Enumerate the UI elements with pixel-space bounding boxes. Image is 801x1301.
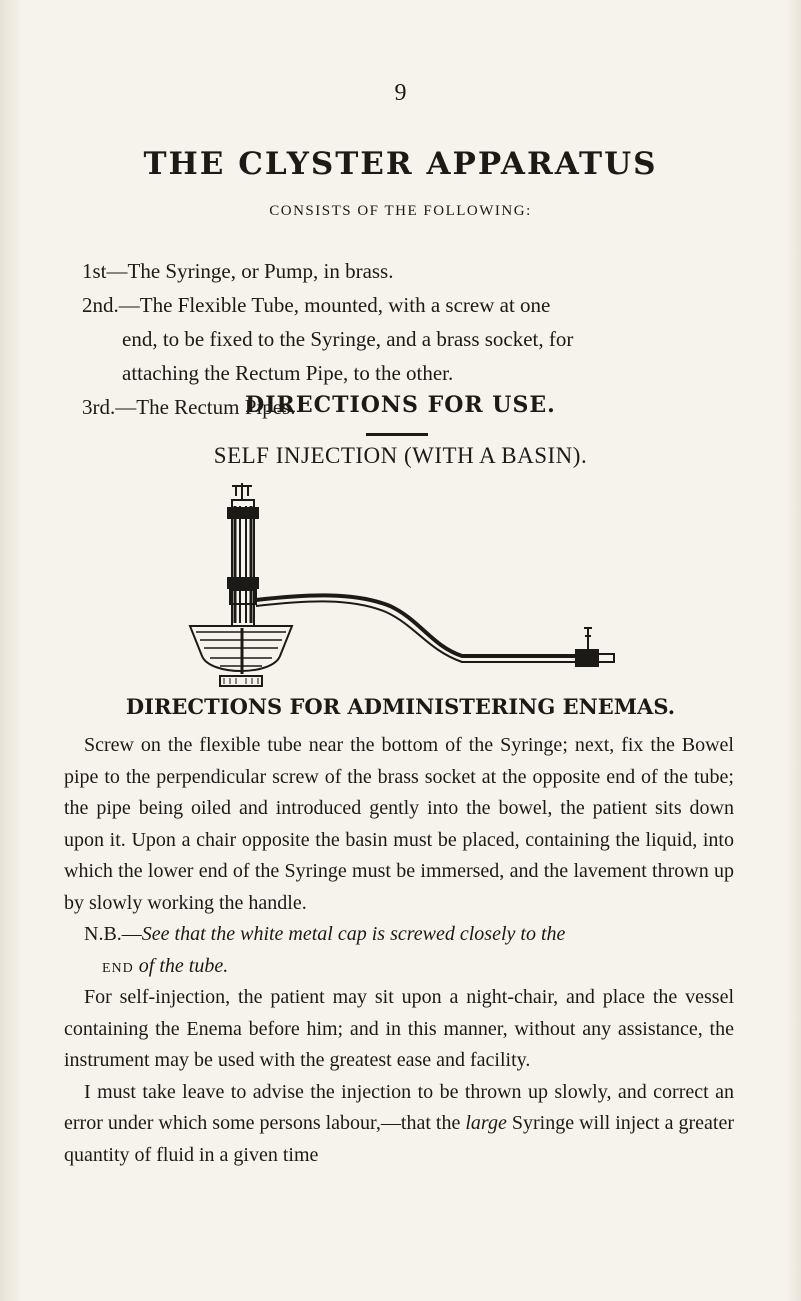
page-edge-shadow-right [787, 0, 801, 1301]
paragraph [64, 1077, 734, 1172]
note-label: N.B.— [84, 923, 142, 945]
directions-heading: DIRECTIONS FOR USE. [245, 392, 556, 418]
self-injection-heading: SELF INJECTION (WITH A BASIN). [213, 443, 588, 468]
note-continuation [64, 951, 734, 983]
list-item-line: 2nd.—The Flexible Tube, mounted, with a screw at one [82, 293, 551, 317]
list-item-line: 3rd.—The Rectum Pipes. [82, 395, 296, 419]
list-item [82, 254, 722, 288]
clyster-apparatus-illustration [180, 478, 620, 693]
page-edge-shadow-left [0, 0, 22, 1301]
list-item-line: 1st—The Syringe, or Pump, in brass. [82, 259, 394, 283]
page-subtitle: CONSISTS OF THE FOLLOWING: [269, 203, 532, 219]
paragraph-text: Syringe will inject a greater quantity of fluid in a given time [64, 1112, 735, 1166]
note-end-rest: of the tube. [133, 954, 229, 977]
paragraph: For self-injection, the patient may sit upon a night-chair, and place the vessel containing the Enema before him; and in this manner, without any assistance, the instrument may be used with the greatest ease and facility. [64, 986, 734, 1071]
divider [366, 433, 428, 436]
paragraph-text: I must take leave to advise the injection to be thrown up slowly, and correct an error under which some persons labour,—that the [64, 1080, 734, 1134]
note-end-word: end [102, 954, 134, 977]
list-item-line: end, to be fixed to the Syringe, and a brass socket, for [122, 327, 574, 351]
page-number: 9 [394, 80, 407, 106]
note-paragraph [64, 919, 734, 951]
paragraph: Screw on the flexible tube near the bottom of the Syringe; next, fix the Bowel pipe to the perpendicular screw of the brass socket at the opposite end of the tube; the pipe being oiled and introduced gently into the bowel, the patient sits down upon it. Upon a chair opposite the basin must be placed, containing the liquid, into which the lower end of the Syringe must be immersed, and the lavement thrown up by slowly working the handle. [64, 734, 734, 914]
administering-heading: DIRECTIONS FOR ADMINISTERING ENEMAS. [125, 694, 676, 719]
note-text: See that the white metal cap is screwed closely to the [141, 923, 566, 945]
paragraph-emphasis: large [465, 1112, 507, 1134]
page-title: THE CLYSTER APPARATUS [143, 146, 658, 182]
instructions-text [64, 730, 734, 1171]
list-item-line: attaching the Rectum Pipe, to the other. [122, 361, 454, 385]
list-item [82, 288, 722, 390]
